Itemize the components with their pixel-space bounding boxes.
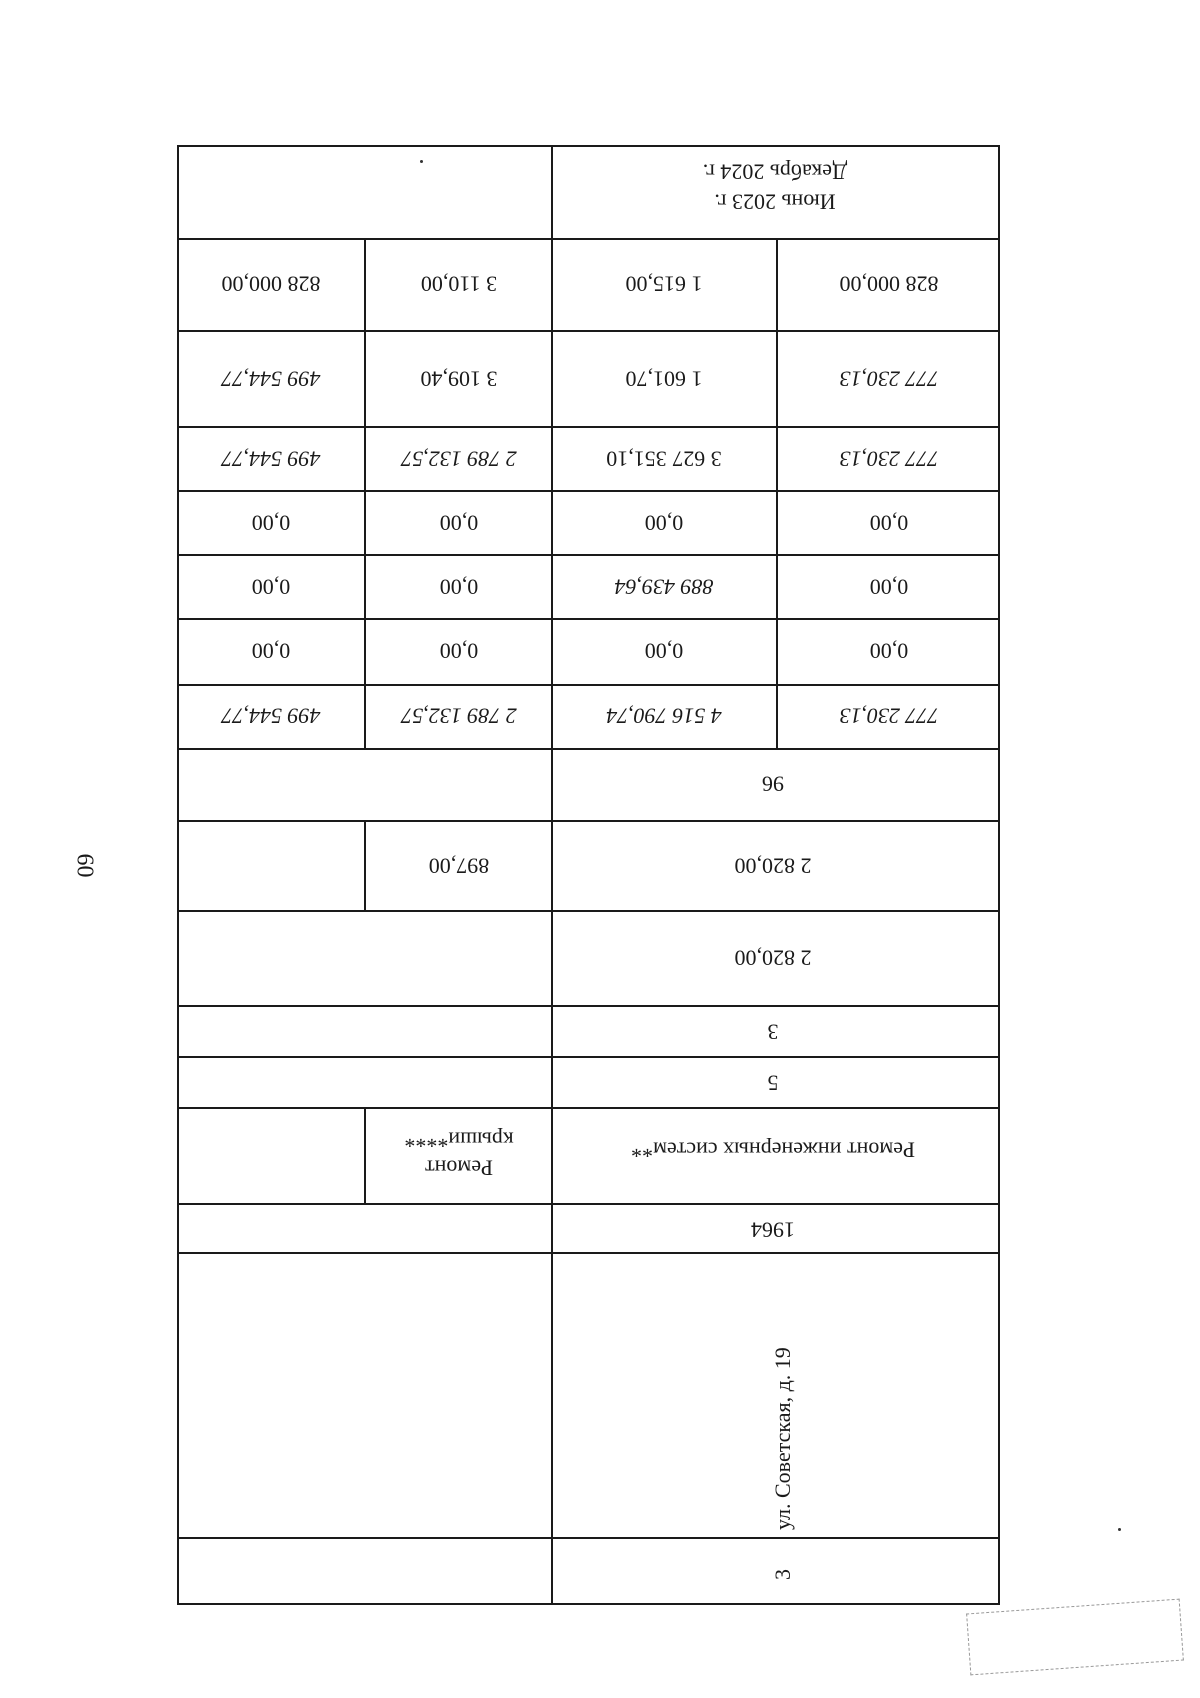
row-line (177, 748, 1000, 750)
table-cell: 499 544,77 (221, 703, 321, 729)
apartments-count: 96 (762, 771, 784, 797)
table-divider-middle (551, 145, 553, 1605)
table-cell: 0,00 (644, 638, 684, 664)
row-line (177, 1056, 1000, 1058)
row-line (177, 238, 1000, 240)
work-type-roof-line1: Ремонт (424, 1155, 494, 1181)
period-line2: Декабрь 2024 г. (702, 159, 848, 185)
table-cell: 0,00 (869, 574, 909, 600)
table-divider-worktype (364, 1107, 366, 1203)
address: ул. Советская, д. 19 (770, 1347, 795, 1530)
table-cell: 0,00 (439, 510, 479, 536)
table-cell: 3 109,40 (420, 366, 498, 392)
table-cell: 499 544,77 (221, 366, 321, 392)
table-border-bottom (177, 1603, 1000, 1605)
work-type-roof-line2: крыши**** (404, 1127, 514, 1153)
table-cell: 1 601,70 (625, 366, 703, 392)
build-year: 1964 (751, 1217, 795, 1243)
table-cell: 0,00 (869, 638, 909, 664)
table-cell: 0,00 (644, 510, 684, 536)
table-cell: 1 615,00 (625, 271, 703, 297)
table-cell: 0,00 (439, 574, 479, 600)
table-cell: 777 230,13 (839, 366, 939, 392)
table-divider-area (364, 820, 366, 910)
row-line (177, 554, 1000, 556)
table-cell: 828 000,00 (221, 271, 321, 297)
row-line (177, 1252, 1000, 1254)
table-cell: 3 627 351,10 (606, 446, 722, 472)
row-line (177, 684, 1000, 686)
floors-count: 3 (767, 1019, 779, 1045)
row-line (177, 490, 1000, 492)
row-line (177, 820, 1000, 822)
table-border-left (177, 145, 179, 1605)
row-line (177, 1005, 1000, 1007)
table-cell: 0,00 (251, 574, 291, 600)
roof-area: 897,00 (428, 853, 490, 879)
table-cell: 2 789 132,57 (401, 703, 517, 729)
table-cell: 828 000,00 (839, 271, 939, 297)
total-area: 2 820,00 (734, 853, 812, 879)
row-line (177, 618, 1000, 620)
work-type-engineering: Ремонт инженерных систем** (631, 1137, 915, 1163)
dot-mark (1118, 1528, 1121, 1531)
table-divider-left-values (364, 238, 366, 750)
table-cell: 777 230,13 (839, 446, 939, 472)
row-line (177, 1203, 1000, 1205)
table-cell: 0,00 (869, 510, 909, 536)
table-cell: 0,00 (439, 638, 479, 664)
period-line1: Июнь 2023 г. (714, 189, 836, 215)
entrances-count: 5 (767, 1070, 779, 1096)
row-line (177, 426, 1000, 428)
dot-mark (420, 160, 423, 163)
table-divider-right-values (776, 238, 778, 750)
row-line (177, 330, 1000, 332)
living-area: 2 820,00 (734, 945, 812, 971)
row-line (177, 1107, 1000, 1109)
table-cell: 777 230,13 (839, 703, 939, 729)
row-line (177, 1537, 1000, 1539)
table-cell: 4 516 790,74 (606, 703, 722, 729)
table-cell: 0,00 (251, 510, 291, 536)
table-border-top (177, 145, 1000, 147)
row-number: 3 (770, 1569, 795, 1580)
row-line (177, 910, 1000, 912)
table-cell: 2 789 132,57 (401, 446, 517, 472)
table-cell: 3 110,00 (420, 271, 498, 297)
table-border-right (998, 145, 1000, 1605)
table-cell: 0,00 (251, 638, 291, 664)
page-number: 60 (71, 853, 98, 878)
table-cell: 889 439,64 (614, 574, 714, 600)
table-cell: 499 544,77 (221, 446, 321, 472)
